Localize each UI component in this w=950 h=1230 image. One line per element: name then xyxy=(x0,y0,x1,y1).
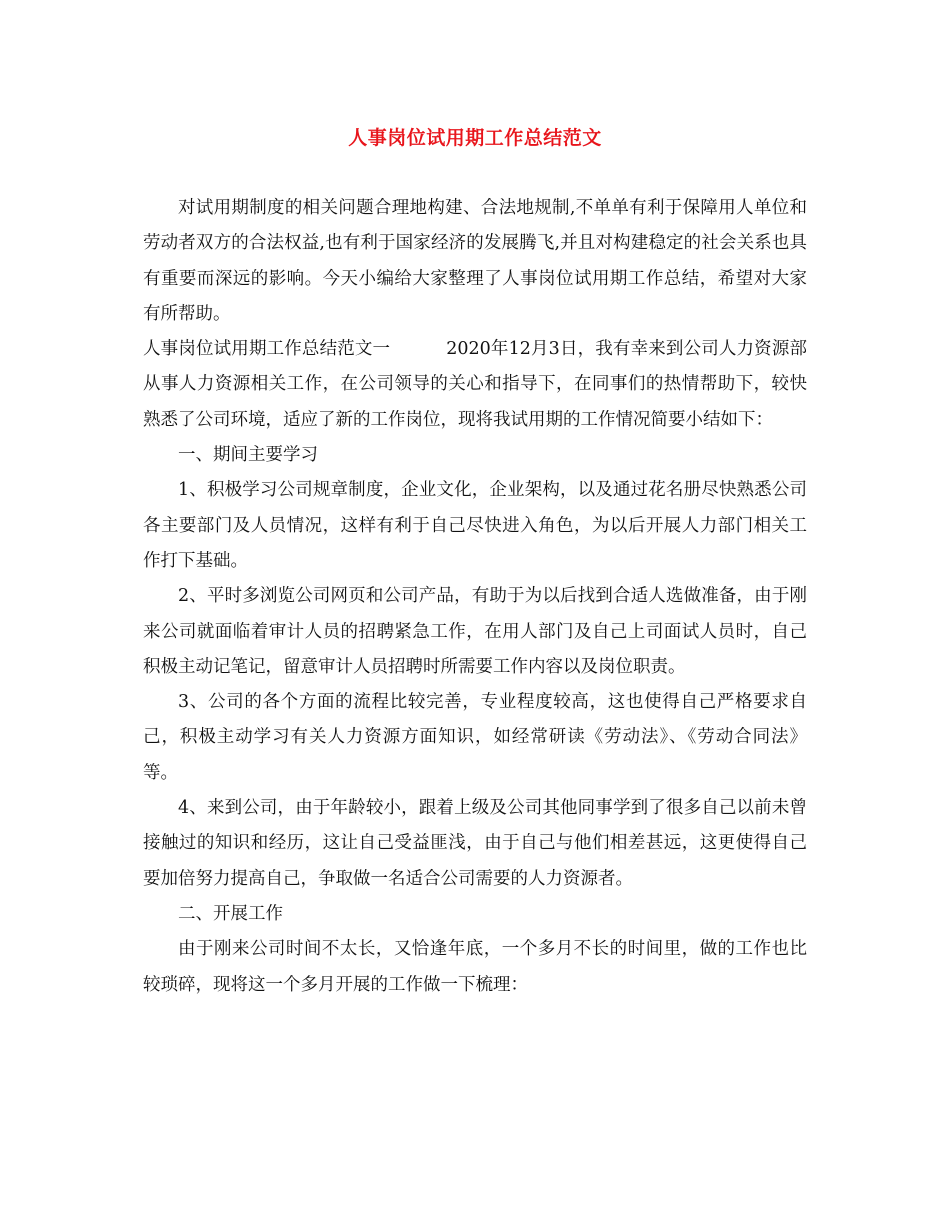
list-item-1: 1、积极学习公司规章制度，企业文化，企业架构，以及通过花名册尽快熟悉公司各主要部门及人员情况，这样有利于自己尽快进入角色，为以后开展人力部门相关工作打下基础。 xyxy=(143,480,807,571)
section-2-paragraph: 由于刚来公司时间不太长，又恰逢年底，一个多月不长的时间里，做的工作也比较琐碎，现将这一个多月开展的工作做一下梳理： xyxy=(143,939,807,995)
section-2-heading: 二、开展工作 xyxy=(178,903,283,924)
sample-paragraph xyxy=(143,332,807,438)
list-item-4: 4、来到公司，由于年龄较小，跟着上级及公司其他同事学到了很多自己以前未曾接触过的知识和经历，这让自己受益匪浅，由于自己与他们相差甚远，这更使得自己要加倍努力提高自己，争取做一名适合公司需要的人力资源者。 xyxy=(143,798,807,889)
document-body xyxy=(143,191,807,1003)
intro-paragraph: 对试用期制度的相关问题合理地构建、合法地规制,不单单有利于保障用人单位和劳动者双方的合法权益,也有利于国家经济的发展腾飞,并且对构建稳定的社会关系也具有重要而深远的影响。今天小编给大家整理了人事岗位试用期工作总结，希望对大家有所帮助。 xyxy=(143,198,807,324)
sample-heading: 人事岗位试用期工作总结范文一 xyxy=(143,339,391,360)
list-item-2: 2、平时多浏览公司网页和公司产品，有助于为以后找到合适人选做准备，由于刚来公司就面临着审计人员的招聘紧急工作，在用人部门及自己上司面试人员时，自己积极主动记笔记，留意审计人员招聘时所需要工作内容以及岗位职责。 xyxy=(143,586,807,677)
list-item-3: 3、公司的各个方面的流程比较完善，专业程度较高，这也使得自己严格要求自己，积极主动学习有关人力资源方面知识，如经常研读《劳动法》、《劳动合同法》等。 xyxy=(143,692,807,783)
sample-intro: 2020年12月3日，我有幸来到公司人力资源部从事人力资源相关工作，在公司领导的关心和指导下，在同事们的热情帮助下，较快熟悉了公司环境，适应了新的工作岗位，现将我试用期的工作情况简要小结如下： xyxy=(143,339,808,430)
section-1-heading: 一、期间主要学习 xyxy=(178,445,318,466)
document-title: 人事岗位试用期工作总结范文 xyxy=(348,127,602,149)
